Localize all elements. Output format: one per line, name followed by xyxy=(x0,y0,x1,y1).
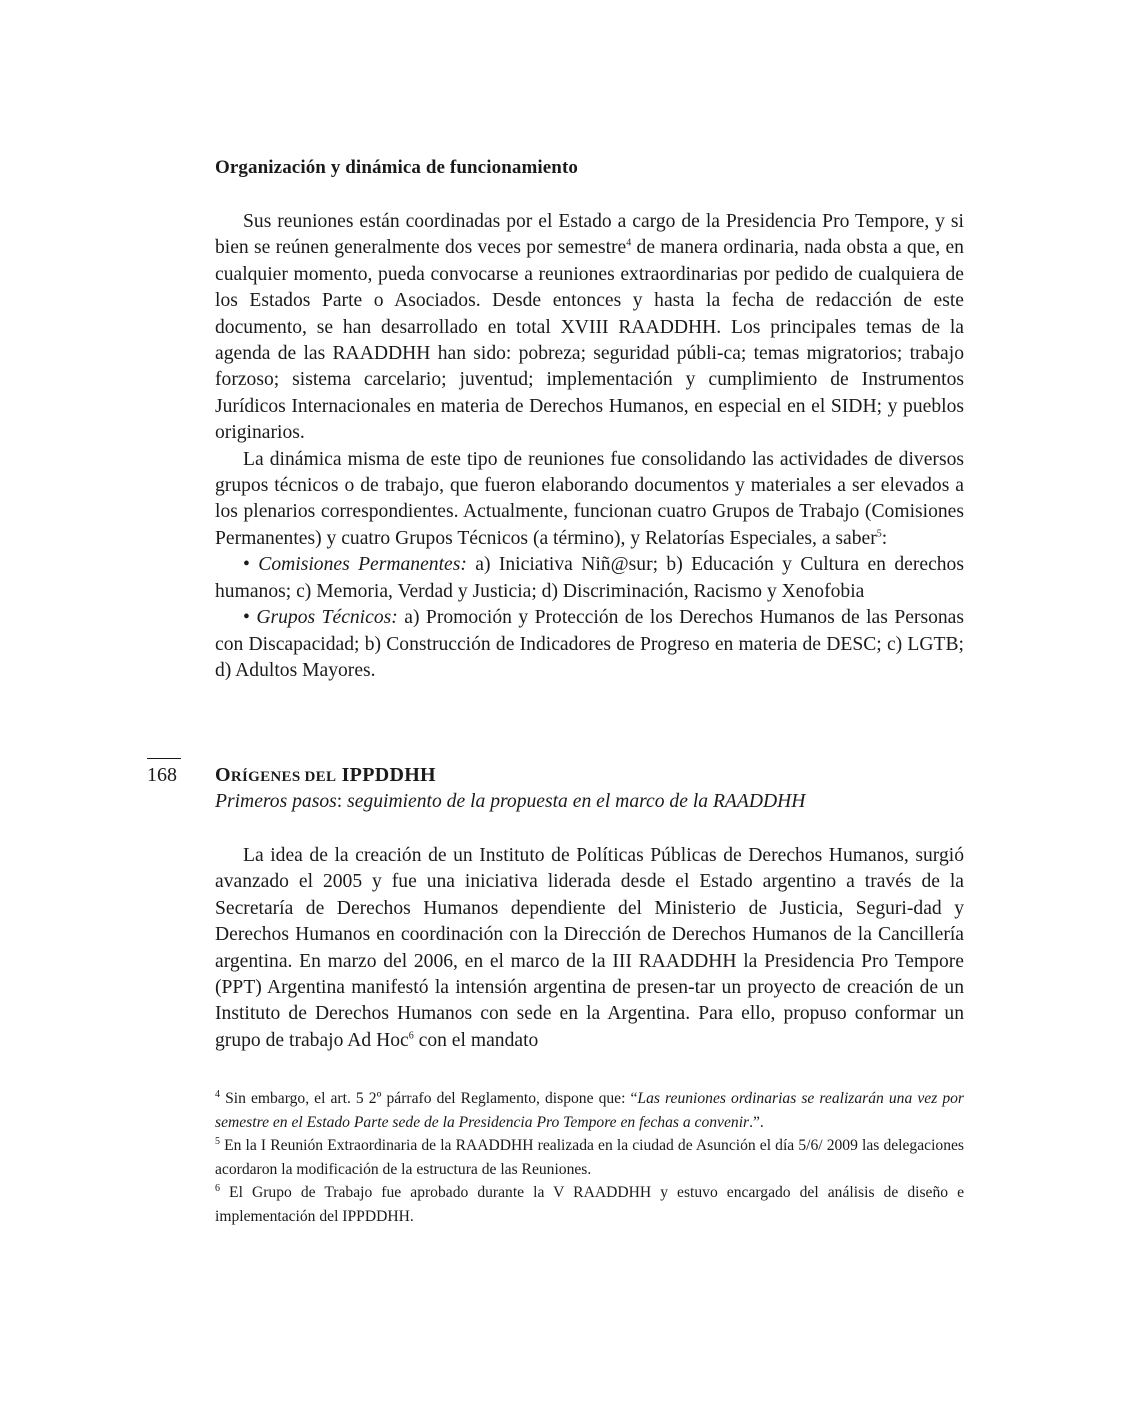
subheading-separator: : xyxy=(336,791,348,812)
list-text: a) Promoción y Protección de los Derechos Humanos de las Personas con Discapacidad; b) Construcción de Indicadores de Progreso en materia de DESC; c) LGTB; d) Adultos Mayores. xyxy=(215,607,965,681)
list-term: Comisiones Permanentes: xyxy=(258,554,467,576)
paragraph xyxy=(215,843,964,1054)
section-heading-organizacion: Organización y dinámica de funcionamiento xyxy=(215,157,578,178)
footnote-ref[interactable]: 6 xyxy=(408,1030,414,1042)
heading-initial: O xyxy=(215,764,231,786)
page-number: 168 xyxy=(147,764,177,786)
bullet: • xyxy=(243,554,250,576)
footnote xyxy=(215,1134,964,1181)
footnote xyxy=(215,1181,964,1228)
paragraph-text: Sus reuniones están coordinadas por el Estado a cargo de la Presidencia Pro Tempore, y si bien se reúnen generalmente dos veces por semestre xyxy=(215,211,964,259)
list-item xyxy=(215,552,964,605)
paragraph-text: : xyxy=(881,527,888,549)
list-item xyxy=(215,605,964,684)
footnote-number: 4 xyxy=(215,1088,220,1100)
paragraph xyxy=(215,447,964,553)
heading-smallcaps: RÍGENES DEL xyxy=(230,769,337,785)
section1-body xyxy=(215,209,964,684)
paragraph-text: La dinámica misma de este tipo de reuniones fue consolidando las actividades de diversos grupos técnicos o de trabajo, que fueron elaborando documentos y materiales a ser elevados a los plenarios correspondientes. Actualmente, funcionan cuatro Grupos de Trabajo (Comisiones Permanentes) y cuatro Grupos Técnicos (a término), y Relatorías Especiales, a saber xyxy=(215,448,964,549)
section2-body xyxy=(215,843,964,1054)
footnote-text: Sin embargo, el art. 5 2º párrafo del Reglamento, dispone que: “ xyxy=(220,1090,638,1107)
list-term: Grupos Técnicos: xyxy=(256,607,398,629)
footnote xyxy=(215,1087,964,1134)
footnote-ref[interactable]: 4 xyxy=(626,237,632,249)
paragraph-text: La idea de la creación de un Instituto de Políticas Públicas de Derechos Humanos, surgió avanzado el 2005 y fue una iniciativa liderada desde el Estado argentino a través de la Secretaría de Derechos Humanos dependiente del Ministerio de Justicia, Seguri-dad y Derechos Humanos en coordinación con la Dirección de Derechos Humanos de la Cancillería argentina. En marzo del 2006, en el marco de la III RAADDHH la Presidencia Pro Tempore (PPT) Argentina manifestó la intensión argentina de presen-tar un proyecto de creación de un Instituto de Derechos Humanos con sede en la Argentina. Para ello, propuso conformar un grupo de trabajo Ad Hoc xyxy=(215,845,964,1051)
section-heading-origenes xyxy=(215,764,436,787)
list-text: a) Iniciativa Niñ@sur; b) Educación y Cultura en derechos humanos; c) Memoria, Verdad y Justicia; d) Discriminación, Racismo y Xenofobia xyxy=(215,554,964,602)
footnote-text: El Grupo de Trabajo fue aprobado durante la V RAADDHH y estuvo encargado del análisis de diseño e implementación del IPPDDHH. xyxy=(215,1184,964,1225)
paragraph-text: con el mandato xyxy=(413,1029,539,1051)
paragraph-text: de manera ordinaria, nada obsta a que, en cualquier momento, pueda convocarse a reuniones extraordinarias por pedido de cualquiera de los Estados Parte o Asociados. Desde entonces y hasta la fecha de redacción de este documento, se han desarrollado en total XVIII RAADDHH. Los principales temas de la agenda de las RAADDHH han sido: pobreza; seguridad públi-ca; temas migratorios; trabajo forzoso; sistema carcelario; juventud; implementación y cumplimiento de Instrumentos Jurídicos Internacionales en materia de Derechos Humanos, en especial en el SIDH; y pueblos originarios. xyxy=(215,237,964,444)
heading-acronym: IPPDDHH xyxy=(341,764,436,786)
footnote-number: 5 xyxy=(215,1135,220,1147)
section-subheading xyxy=(215,791,805,813)
subheading-part: seguimiento de la propuesta en el marco de la RAADDHH xyxy=(347,791,806,812)
subheading-part: Primeros pasos xyxy=(215,791,337,812)
footnotes xyxy=(215,1087,964,1228)
footnote-text: En la I Reunión Extraordinaria de la RAADDHH realizada en la ciudad de Asunción el día 5/6/ 2009 las delegaciones acordaron la modificación de la estructura de las Reuniones. xyxy=(215,1137,964,1178)
footnote-number: 6 xyxy=(215,1182,220,1194)
footnote-ref[interactable]: 5 xyxy=(876,528,882,540)
paragraph xyxy=(215,209,964,447)
footnote-quote: Las reuniones ordinarias se realizarán una vez por semestre en el Estado Parte sede de la Presidencia Pro Tempore en fechas a convenir xyxy=(215,1090,964,1131)
bullet: • xyxy=(243,607,250,629)
page-number-rule xyxy=(147,758,181,759)
footnote-text: .”. xyxy=(749,1113,764,1131)
